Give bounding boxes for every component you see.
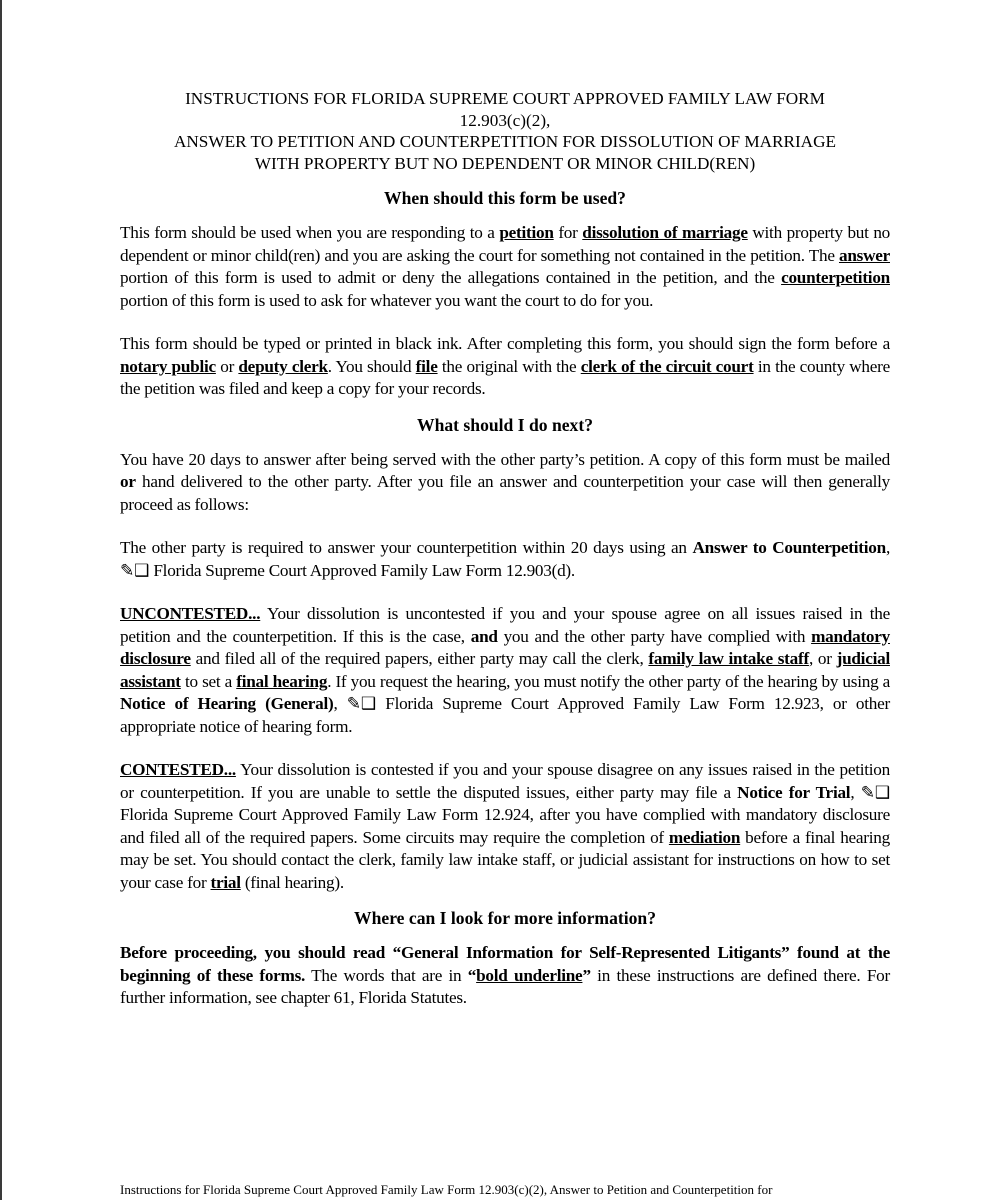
heading-when-used: When should this form be used? bbox=[384, 188, 626, 208]
term-counterpetition: counterpetition bbox=[781, 268, 890, 287]
document-title bbox=[90, 88, 920, 174]
term-family-law-intake-staff: family law intake staff bbox=[648, 649, 809, 668]
term-petition: petition bbox=[499, 223, 554, 242]
term-dissolution-of-marriage: dissolution of marriage bbox=[582, 223, 748, 242]
term-answer: answer bbox=[838, 245, 890, 265]
term-bold-underline: bold underline bbox=[476, 965, 583, 985]
paragraph-uncontested: UNCONTESTED... Your dissolution is uncontested if you and your spouse agree on all issues raised in the petition and the counterpetition. If this is the case, and you and the other party have complied with mandatory disclosure and filed all of the required papers, either party may call the clerk, family law intake staff, or judicial assistant to set a final hearing. If you request the hearing, you must notify the other party of the hearing by using a Notice of Hearing (General), ✎❑ Florida Supreme Court Approved Family Law Form 12.923, or other appropriate notice of hearing form. bbox=[120, 604, 891, 736]
title-line-2: 12.903(c)(2), bbox=[459, 110, 551, 130]
term-mandatory-disclosure: mandatory disclosure bbox=[120, 626, 890, 668]
label-contested: CONTESTED... bbox=[120, 760, 236, 779]
paragraph-more-information: Before proceeding, you should read “General Information for Self-Represented Litigants” found at the beginning of these forms. The words that are in “bold underline” in these instructions are defined there. For further information, see chapter 61, Florida Statutes. bbox=[120, 943, 890, 1007]
term-trial: trial bbox=[210, 872, 241, 892]
paragraph-contested: CONTESTED... Your dissolution is contested if you and your spouse disagree on any issues raised in the petition or counterpetition. If you are unable to settle the disputed issues, either party may file a Notice for Trial, ✎❑ Florida Supreme Court Approved Family Law Form 12.924, after you have complied with mandatory disclosure and filed all of the required papers. Some circuits may require the completion of mediation before a final hearing may be set. You should contact the clerk, family law intake staff, or judicial assistant for instructions on how to set your case for trial (final hearing). bbox=[120, 760, 891, 892]
term-file: file bbox=[415, 356, 438, 376]
paragraph-what-next-2: The other party is required to answer your counterpetition within 20 days using an Answer to Counterpetition, ✎❑ Florida Supreme Court Approved Family Law Form 12.903(d). bbox=[120, 538, 891, 580]
title-line-4: WITH PROPERTY BUT NO DEPENDENT OR MINOR CHILD(REN) bbox=[254, 153, 756, 173]
page-left-border bbox=[0, 0, 2, 1200]
heading-what-next: What should I do next? bbox=[417, 414, 593, 435]
paragraph-when-used-2: This form should be typed or printed in black ink. After completing this form, you should sign the form before a notary public or deputy clerk. You should file the original with the clerk of the circuit court in the county where the petition was filed and keep a copy for your records. bbox=[120, 334, 890, 398]
form-name-answer-to-counterpetition: Answer to Counterpetition bbox=[692, 538, 886, 557]
form-name-notice-for-trial: Notice for Trial bbox=[737, 782, 851, 802]
paragraph-what-next-1: You have 20 days to answer after being served with the other party’s petition. A copy of this form must be mailed or hand delivered to the other party. After you file an answer and counterpetition your case will then generally proceed as follows: bbox=[120, 449, 890, 514]
title-line-1: INSTRUCTIONS FOR FLORIDA SUPREME COURT APPROVED FAMILY LAW FORM bbox=[185, 89, 825, 108]
document-page bbox=[120, 88, 890, 1010]
paragraph-when-used-1: This form should be used when you are responding to a petition for dissolution of marriage with property but no dependent or minor child(ren) and you are asking the court for something not contained in the petition. The answer portion of this form is used to admit or deny the allegations contained in the petition, and the counterpetition portion of this form is used to ask for whatever you want the court to do for you. bbox=[120, 223, 891, 310]
page-footer: Instructions for Florida Supreme Court Approved Family Law Form 12.903(c)(2), Answer to Petition and Counterpetition for bbox=[120, 1182, 773, 1197]
term-clerk-of-circuit-court: clerk of the circuit court bbox=[580, 356, 754, 376]
heading-more-information: Where can I look for more information? bbox=[354, 908, 656, 928]
term-mediation: mediation bbox=[668, 827, 741, 847]
term-deputy-clerk: deputy clerk bbox=[238, 356, 328, 376]
term-final-hearing: final hearing bbox=[236, 671, 328, 691]
form-name-notice-of-hearing: Notice of Hearing (General) bbox=[120, 694, 334, 713]
label-uncontested: UNCONTESTED... bbox=[120, 604, 261, 623]
term-notary-public: notary public bbox=[120, 356, 216, 376]
term-judicial-assistant: judicial assistant bbox=[120, 649, 890, 691]
title-line-3: ANSWER TO PETITION AND COUNTERPETITION FOR DISSOLUTION OF MARRIAGE bbox=[173, 132, 837, 151]
